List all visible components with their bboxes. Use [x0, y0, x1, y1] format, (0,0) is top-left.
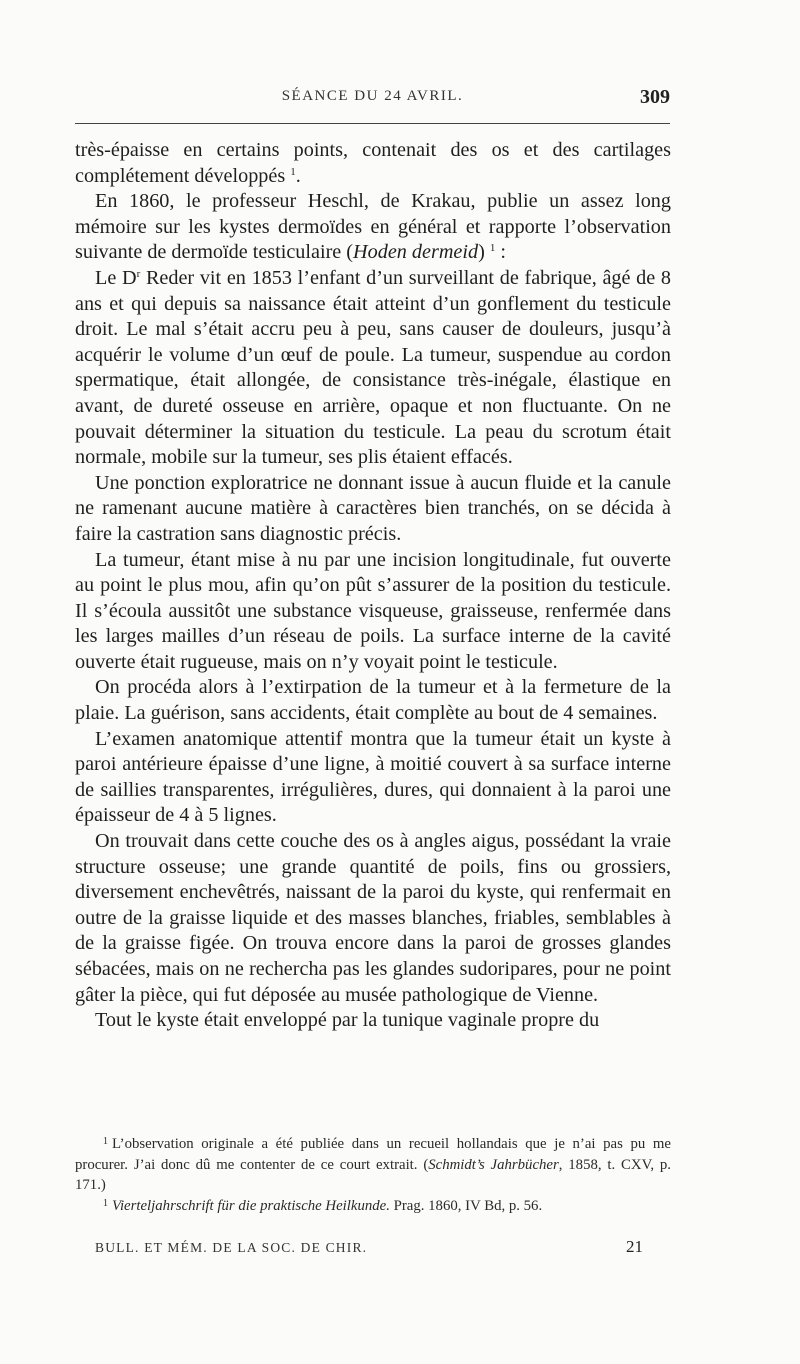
- footnotes: [75, 1134, 671, 1216]
- footnote: $^1$ L’observation originale a été publiée dans un recueil hollandais que je n’ai pas pu me procurer. J’ai donc dû me contenter de ce court extrait. (Schmidt’s Jahrbücher, 1858, t. CXV, p. 171.): [75, 1136, 671, 1193]
- paragraph: très-épaisse en certains points, contenait des os et des cartilages complétement développés $^1$.: [75, 139, 671, 187]
- paragraph: Le $D^r$ Reder vit en 1853 l’enfant d’un surveillant de fabrique, âgé de 8 ans et qui depuis sa naissance était atteint d’un gonflement du testicule droit. Le mal s’était accru peu à peu, sans causer de douleurs, jusqu’à acquérir le volume d’un œuf de poule. La tumeur, suspendue au cordon spermatique, était allongée, de consistance très-inégale, élastique en avant, de dureté osseuse en arrière, opaque et non fluctuante. On ne pouvait déterminer la situation du testicule. La peau du scrotum était normale, mobile sur la tumeur, ses plis étaient effacés.: [75, 266, 672, 469]
- footnote-ref: 1: [290, 165, 296, 178]
- footnote: $^1$ Vierteljahrschrift für die praktische Heilkunde. Prag. 1860, IV Bd, p. 56.: [103, 1197, 543, 1214]
- paragraph: On procéda alors à l’extirpation de la tumeur et à la fermeture de la plaie. La guérison, sans accidents, était complète au bout de 4 semaines.: [75, 676, 671, 725]
- italic-term: Hoden dermeid: [353, 241, 479, 264]
- paragraph: Tout le kyste était enveloppé par la tunique vaginale propre du: [95, 1009, 600, 1032]
- paragraph: On trouvait dans cette couche des os à angles aigus, possédant la vraie structure osseuse; une grande quantité de poils, fins ou grossiers, diversement enchevêtrés, naissant de la paroi du kyste, qui renfermait en outre de la graisse liquide et des masses blanches, friables, semblables à de la graisse figée. On trouva encore dans la paroi de grosses glandes sébacées, mais on ne rechercha pas les glandes sudoripares, pour ne point gâter la pièce, qui fut déposée au musée pathologique de Vienne.: [75, 830, 671, 1006]
- signature-number: 21: [626, 1237, 643, 1256]
- running-head: [75, 88, 670, 114]
- running-title: SÉANCE DU 24 AVRIL.: [281, 88, 464, 104]
- body-text: [75, 138, 671, 1034]
- header-rule: [75, 123, 670, 124]
- signature-title: BULL. ET MÉM. DE LA SOC. DE CHIR.: [95, 1240, 368, 1255]
- paragraph: L’examen anatomique attentif montra que la tumeur était un kyste à paroi antérieure épaisse d’une ligne, à moitié couvert à sa surface interne de saillies transparentes, irrégulières, dures, qui donnaient à la paroi une épaisseur de 4 à 5 lignes.: [75, 727, 671, 827]
- paragraph: En 1860, le professeur Heschl, de Krakau, publie un assez long mémoire sur les kystes dermoïdes en général et rapporte l’observation suivante de dermoïde testiculaire (Hoden dermeid) $^1$ :: [75, 190, 671, 264]
- paragraph: La tumeur, étant mise à nu par une incision longitudinale, fut ouverte au point le plus mou, afin qu’on pût s’assurer de la position du testicule. Il s’écoula aussitôt une substance visqueuse, graisseuse, renfermée dans les larges mailles d’un réseau de poils. La surface interne de la cavité ouverte était rugueuse, mais on n’y voyait point le testicule.: [75, 548, 671, 673]
- signature-line: [95, 1237, 643, 1264]
- page-number: 309: [640, 86, 670, 108]
- footnote-ref: 1: [489, 242, 496, 255]
- paragraph: Une ponction exploratrice ne donnant issue à aucun fluide et la canule ne ramenant aucune matière à caractères bien tranchés, on se décida à faire la castration sans diagnostic précis.: [75, 471, 671, 545]
